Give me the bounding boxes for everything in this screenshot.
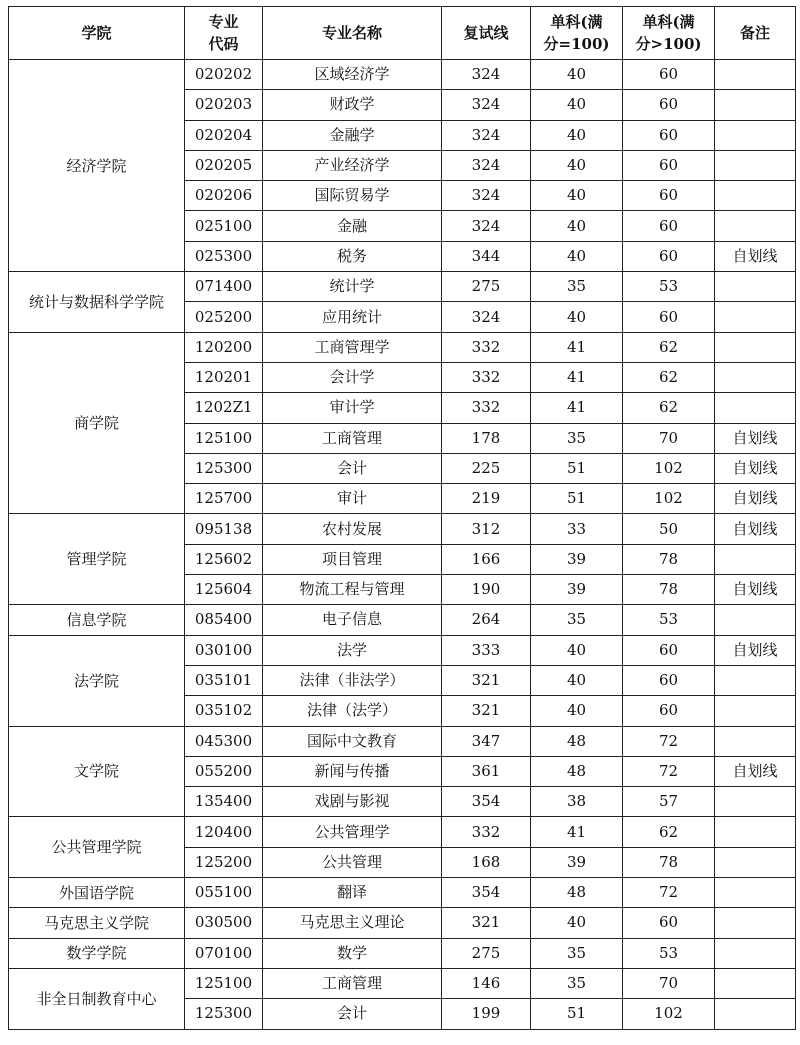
code-cell: 035102 [185, 696, 263, 726]
single-gt100-cell: 53 [623, 938, 715, 968]
header-college: 学院 [9, 7, 185, 60]
retest-line-cell: 324 [442, 60, 531, 90]
header-single-gt100-line1: 单科(满 [642, 13, 695, 31]
major-name-cell: 马克思主义理论 [263, 908, 442, 938]
retest-line-cell: 354 [442, 878, 531, 908]
single-gt100-cell: 60 [623, 665, 715, 695]
single-gt100-cell: 62 [623, 362, 715, 392]
code-cell: 085400 [185, 605, 263, 635]
single-gt100-cell: 70 [623, 968, 715, 998]
retest-line-cell: 333 [442, 635, 531, 665]
retest-line-cell: 146 [442, 968, 531, 998]
note-cell: 自划线 [715, 453, 796, 483]
retest-line-cell: 332 [442, 817, 531, 847]
note-cell [715, 665, 796, 695]
code-cell: 071400 [185, 272, 263, 302]
college-cell: 统计与数据科学学院 [9, 272, 185, 333]
header-code-line1: 专业 [208, 13, 239, 31]
major-name-cell: 产业经济学 [263, 150, 442, 180]
single-gt100-cell: 53 [623, 272, 715, 302]
single-100-cell: 40 [531, 181, 623, 211]
single-100-cell: 40 [531, 635, 623, 665]
retest-line-cell: 321 [442, 665, 531, 695]
single-gt100-cell: 60 [623, 181, 715, 211]
retest-line-cell: 219 [442, 484, 531, 514]
retest-line-cell: 178 [442, 423, 531, 453]
table-row [9, 332, 796, 362]
table-row [9, 878, 796, 908]
major-name-cell: 财政学 [263, 90, 442, 120]
single-gt100-cell: 62 [623, 332, 715, 362]
note-cell [715, 150, 796, 180]
header-code [185, 7, 263, 60]
major-name-cell: 法学 [263, 635, 442, 665]
single-gt100-cell: 60 [623, 302, 715, 332]
major-name-cell: 税务 [263, 241, 442, 271]
table-row [9, 60, 796, 90]
single-100-cell: 40 [531, 241, 623, 271]
header-single-100 [531, 7, 623, 60]
major-name-cell: 项目管理 [263, 544, 442, 574]
major-name-cell: 会计学 [263, 362, 442, 392]
single-100-cell: 51 [531, 484, 623, 514]
single-100-cell: 40 [531, 302, 623, 332]
major-name-cell: 国际中文教育 [263, 726, 442, 756]
code-cell: 035101 [185, 665, 263, 695]
college-cell: 商学院 [9, 332, 185, 514]
major-name-cell: 区域经济学 [263, 60, 442, 90]
note-cell [715, 332, 796, 362]
code-cell: 125700 [185, 484, 263, 514]
note-cell: 自划线 [715, 484, 796, 514]
major-name-cell: 国际贸易学 [263, 181, 442, 211]
single-100-cell: 39 [531, 544, 623, 574]
retest-line-cell: 190 [442, 575, 531, 605]
retest-line-cell: 354 [442, 787, 531, 817]
single-100-cell: 40 [531, 908, 623, 938]
note-cell [715, 726, 796, 756]
major-name-cell: 会计 [263, 999, 442, 1029]
retest-line-cell: 275 [442, 938, 531, 968]
retest-line-cell: 321 [442, 696, 531, 726]
header-single-100-line2: 分=100) [543, 35, 610, 53]
note-cell [715, 968, 796, 998]
table-row [9, 272, 796, 302]
single-gt100-cell: 62 [623, 393, 715, 423]
table-row [9, 968, 796, 998]
retest-line-cell: 332 [442, 393, 531, 423]
single-100-cell: 41 [531, 817, 623, 847]
single-100-cell: 35 [531, 423, 623, 453]
retest-line-cell: 344 [442, 241, 531, 271]
single-100-cell: 41 [531, 362, 623, 392]
single-gt100-cell: 60 [623, 635, 715, 665]
code-cell: 120200 [185, 332, 263, 362]
note-cell [715, 847, 796, 877]
retest-line-cell: 275 [442, 272, 531, 302]
header-single-gt100-line2: 分>100) [635, 35, 702, 53]
college-cell: 管理学院 [9, 514, 185, 605]
single-100-cell: 40 [531, 696, 623, 726]
note-cell [715, 817, 796, 847]
major-name-cell: 统计学 [263, 272, 442, 302]
major-name-cell: 会计 [263, 453, 442, 483]
note-cell: 自划线 [715, 635, 796, 665]
retest-line-cell: 225 [442, 453, 531, 483]
single-100-cell: 40 [531, 665, 623, 695]
header-row [9, 7, 796, 60]
single-gt100-cell: 60 [623, 150, 715, 180]
major-name-cell: 法律（非法学） [263, 665, 442, 695]
note-cell [715, 181, 796, 211]
header-single-100-line1: 单科(满 [550, 13, 603, 31]
note-cell: 自划线 [715, 756, 796, 786]
single-gt100-cell: 60 [623, 211, 715, 241]
single-100-cell: 51 [531, 453, 623, 483]
retest-line-cell: 361 [442, 756, 531, 786]
note-cell [715, 302, 796, 332]
note-cell [715, 393, 796, 423]
code-cell: 055200 [185, 756, 263, 786]
single-100-cell: 35 [531, 605, 623, 635]
single-100-cell: 39 [531, 575, 623, 605]
single-gt100-cell: 60 [623, 60, 715, 90]
header-retest: 复试线 [442, 7, 531, 60]
single-gt100-cell: 57 [623, 787, 715, 817]
college-cell: 马克思主义学院 [9, 908, 185, 938]
note-cell: 自划线 [715, 514, 796, 544]
retest-line-cell: 347 [442, 726, 531, 756]
single-100-cell: 33 [531, 514, 623, 544]
major-name-cell: 新闻与传播 [263, 756, 442, 786]
code-cell: 030100 [185, 635, 263, 665]
code-cell: 020203 [185, 90, 263, 120]
code-cell: 030500 [185, 908, 263, 938]
major-name-cell: 金融学 [263, 120, 442, 150]
major-name-cell: 工商管理学 [263, 332, 442, 362]
single-gt100-cell: 60 [623, 241, 715, 271]
retest-line-cell: 312 [442, 514, 531, 544]
single-gt100-cell: 70 [623, 423, 715, 453]
major-name-cell: 戏剧与影视 [263, 787, 442, 817]
college-cell: 外国语学院 [9, 878, 185, 908]
single-gt100-cell: 62 [623, 817, 715, 847]
code-cell: 070100 [185, 938, 263, 968]
retest-line-cell: 324 [442, 181, 531, 211]
major-name-cell: 数学 [263, 938, 442, 968]
single-100-cell: 51 [531, 999, 623, 1029]
retest-line-cell: 324 [442, 120, 531, 150]
major-name-cell: 工商管理 [263, 423, 442, 453]
single-gt100-cell: 102 [623, 484, 715, 514]
retest-line-cell: 324 [442, 211, 531, 241]
retest-line-cell: 264 [442, 605, 531, 635]
single-gt100-cell: 78 [623, 575, 715, 605]
single-gt100-cell: 72 [623, 878, 715, 908]
header-note: 备注 [715, 7, 796, 60]
single-100-cell: 41 [531, 332, 623, 362]
college-cell: 经济学院 [9, 60, 185, 272]
major-name-cell: 翻译 [263, 878, 442, 908]
code-cell: 120201 [185, 362, 263, 392]
code-cell: 025300 [185, 241, 263, 271]
code-cell: 125300 [185, 453, 263, 483]
note-cell: 自划线 [715, 423, 796, 453]
table-row [9, 908, 796, 938]
major-name-cell: 应用统计 [263, 302, 442, 332]
college-cell: 数学学院 [9, 938, 185, 968]
college-cell: 法学院 [9, 635, 185, 726]
note-cell [715, 60, 796, 90]
retest-line-cell: 324 [442, 302, 531, 332]
code-cell: 025100 [185, 211, 263, 241]
major-name-cell: 公共管理学 [263, 817, 442, 847]
major-name-cell: 审计学 [263, 393, 442, 423]
code-cell: 120400 [185, 817, 263, 847]
note-cell: 自划线 [715, 575, 796, 605]
major-name-cell: 电子信息 [263, 605, 442, 635]
code-cell: 135400 [185, 787, 263, 817]
retest-line-cell: 199 [442, 999, 531, 1029]
code-cell: 125200 [185, 847, 263, 877]
note-cell [715, 90, 796, 120]
header-single-gt100 [623, 7, 715, 60]
major-name-cell: 农村发展 [263, 514, 442, 544]
single-gt100-cell: 102 [623, 999, 715, 1029]
score-table [8, 6, 796, 1030]
code-cell: 125300 [185, 999, 263, 1029]
single-100-cell: 35 [531, 272, 623, 302]
code-cell: 125100 [185, 968, 263, 998]
table-row [9, 726, 796, 756]
note-cell [715, 272, 796, 302]
note-cell [715, 787, 796, 817]
single-100-cell: 40 [531, 120, 623, 150]
single-gt100-cell: 72 [623, 726, 715, 756]
single-100-cell: 35 [531, 938, 623, 968]
code-cell: 045300 [185, 726, 263, 756]
retest-line-cell: 324 [442, 90, 531, 120]
single-100-cell: 39 [531, 847, 623, 877]
single-gt100-cell: 78 [623, 847, 715, 877]
table-row [9, 817, 796, 847]
code-cell: 020204 [185, 120, 263, 150]
header-code-line2: 代码 [208, 35, 239, 53]
college-cell: 非全日制教育中心 [9, 968, 185, 1029]
single-gt100-cell: 60 [623, 696, 715, 726]
retest-line-cell: 168 [442, 847, 531, 877]
major-name-cell: 法律（法学） [263, 696, 442, 726]
major-name-cell: 工商管理 [263, 968, 442, 998]
code-cell: 095138 [185, 514, 263, 544]
retest-line-cell: 332 [442, 332, 531, 362]
code-cell: 1202Z1 [185, 393, 263, 423]
note-cell [715, 605, 796, 635]
note-cell [715, 938, 796, 968]
code-cell: 125100 [185, 423, 263, 453]
single-100-cell: 48 [531, 726, 623, 756]
note-cell [715, 544, 796, 574]
header-name: 专业名称 [263, 7, 442, 60]
major-name-cell: 审计 [263, 484, 442, 514]
single-100-cell: 38 [531, 787, 623, 817]
code-cell: 055100 [185, 878, 263, 908]
single-100-cell: 48 [531, 878, 623, 908]
single-gt100-cell: 60 [623, 120, 715, 150]
note-cell [715, 908, 796, 938]
code-cell: 020202 [185, 60, 263, 90]
table-row [9, 605, 796, 635]
retest-line-cell: 324 [442, 150, 531, 180]
single-gt100-cell: 78 [623, 544, 715, 574]
retest-line-cell: 332 [442, 362, 531, 392]
single-100-cell: 40 [531, 60, 623, 90]
single-100-cell: 40 [531, 90, 623, 120]
single-100-cell: 48 [531, 756, 623, 786]
single-gt100-cell: 50 [623, 514, 715, 544]
note-cell: 自划线 [715, 241, 796, 271]
single-100-cell: 40 [531, 150, 623, 180]
major-name-cell: 金融 [263, 211, 442, 241]
major-name-cell: 物流工程与管理 [263, 575, 442, 605]
table-row [9, 514, 796, 544]
retest-line-cell: 321 [442, 908, 531, 938]
note-cell [715, 878, 796, 908]
code-cell: 020206 [185, 181, 263, 211]
single-gt100-cell: 60 [623, 908, 715, 938]
college-cell: 信息学院 [9, 605, 185, 635]
college-cell: 文学院 [9, 726, 185, 817]
code-cell: 020205 [185, 150, 263, 180]
note-cell [715, 696, 796, 726]
note-cell [715, 120, 796, 150]
table-row [9, 635, 796, 665]
college-cell: 公共管理学院 [9, 817, 185, 878]
single-gt100-cell: 72 [623, 756, 715, 786]
single-gt100-cell: 60 [623, 90, 715, 120]
retest-line-cell: 166 [442, 544, 531, 574]
single-100-cell: 40 [531, 211, 623, 241]
code-cell: 025200 [185, 302, 263, 332]
note-cell [715, 362, 796, 392]
note-cell [715, 999, 796, 1029]
table-row [9, 938, 796, 968]
code-cell: 125602 [185, 544, 263, 574]
table-body [9, 60, 796, 1030]
note-cell [715, 211, 796, 241]
code-cell: 125604 [185, 575, 263, 605]
single-100-cell: 35 [531, 968, 623, 998]
major-name-cell: 公共管理 [263, 847, 442, 877]
single-gt100-cell: 102 [623, 453, 715, 483]
single-gt100-cell: 53 [623, 605, 715, 635]
single-100-cell: 41 [531, 393, 623, 423]
